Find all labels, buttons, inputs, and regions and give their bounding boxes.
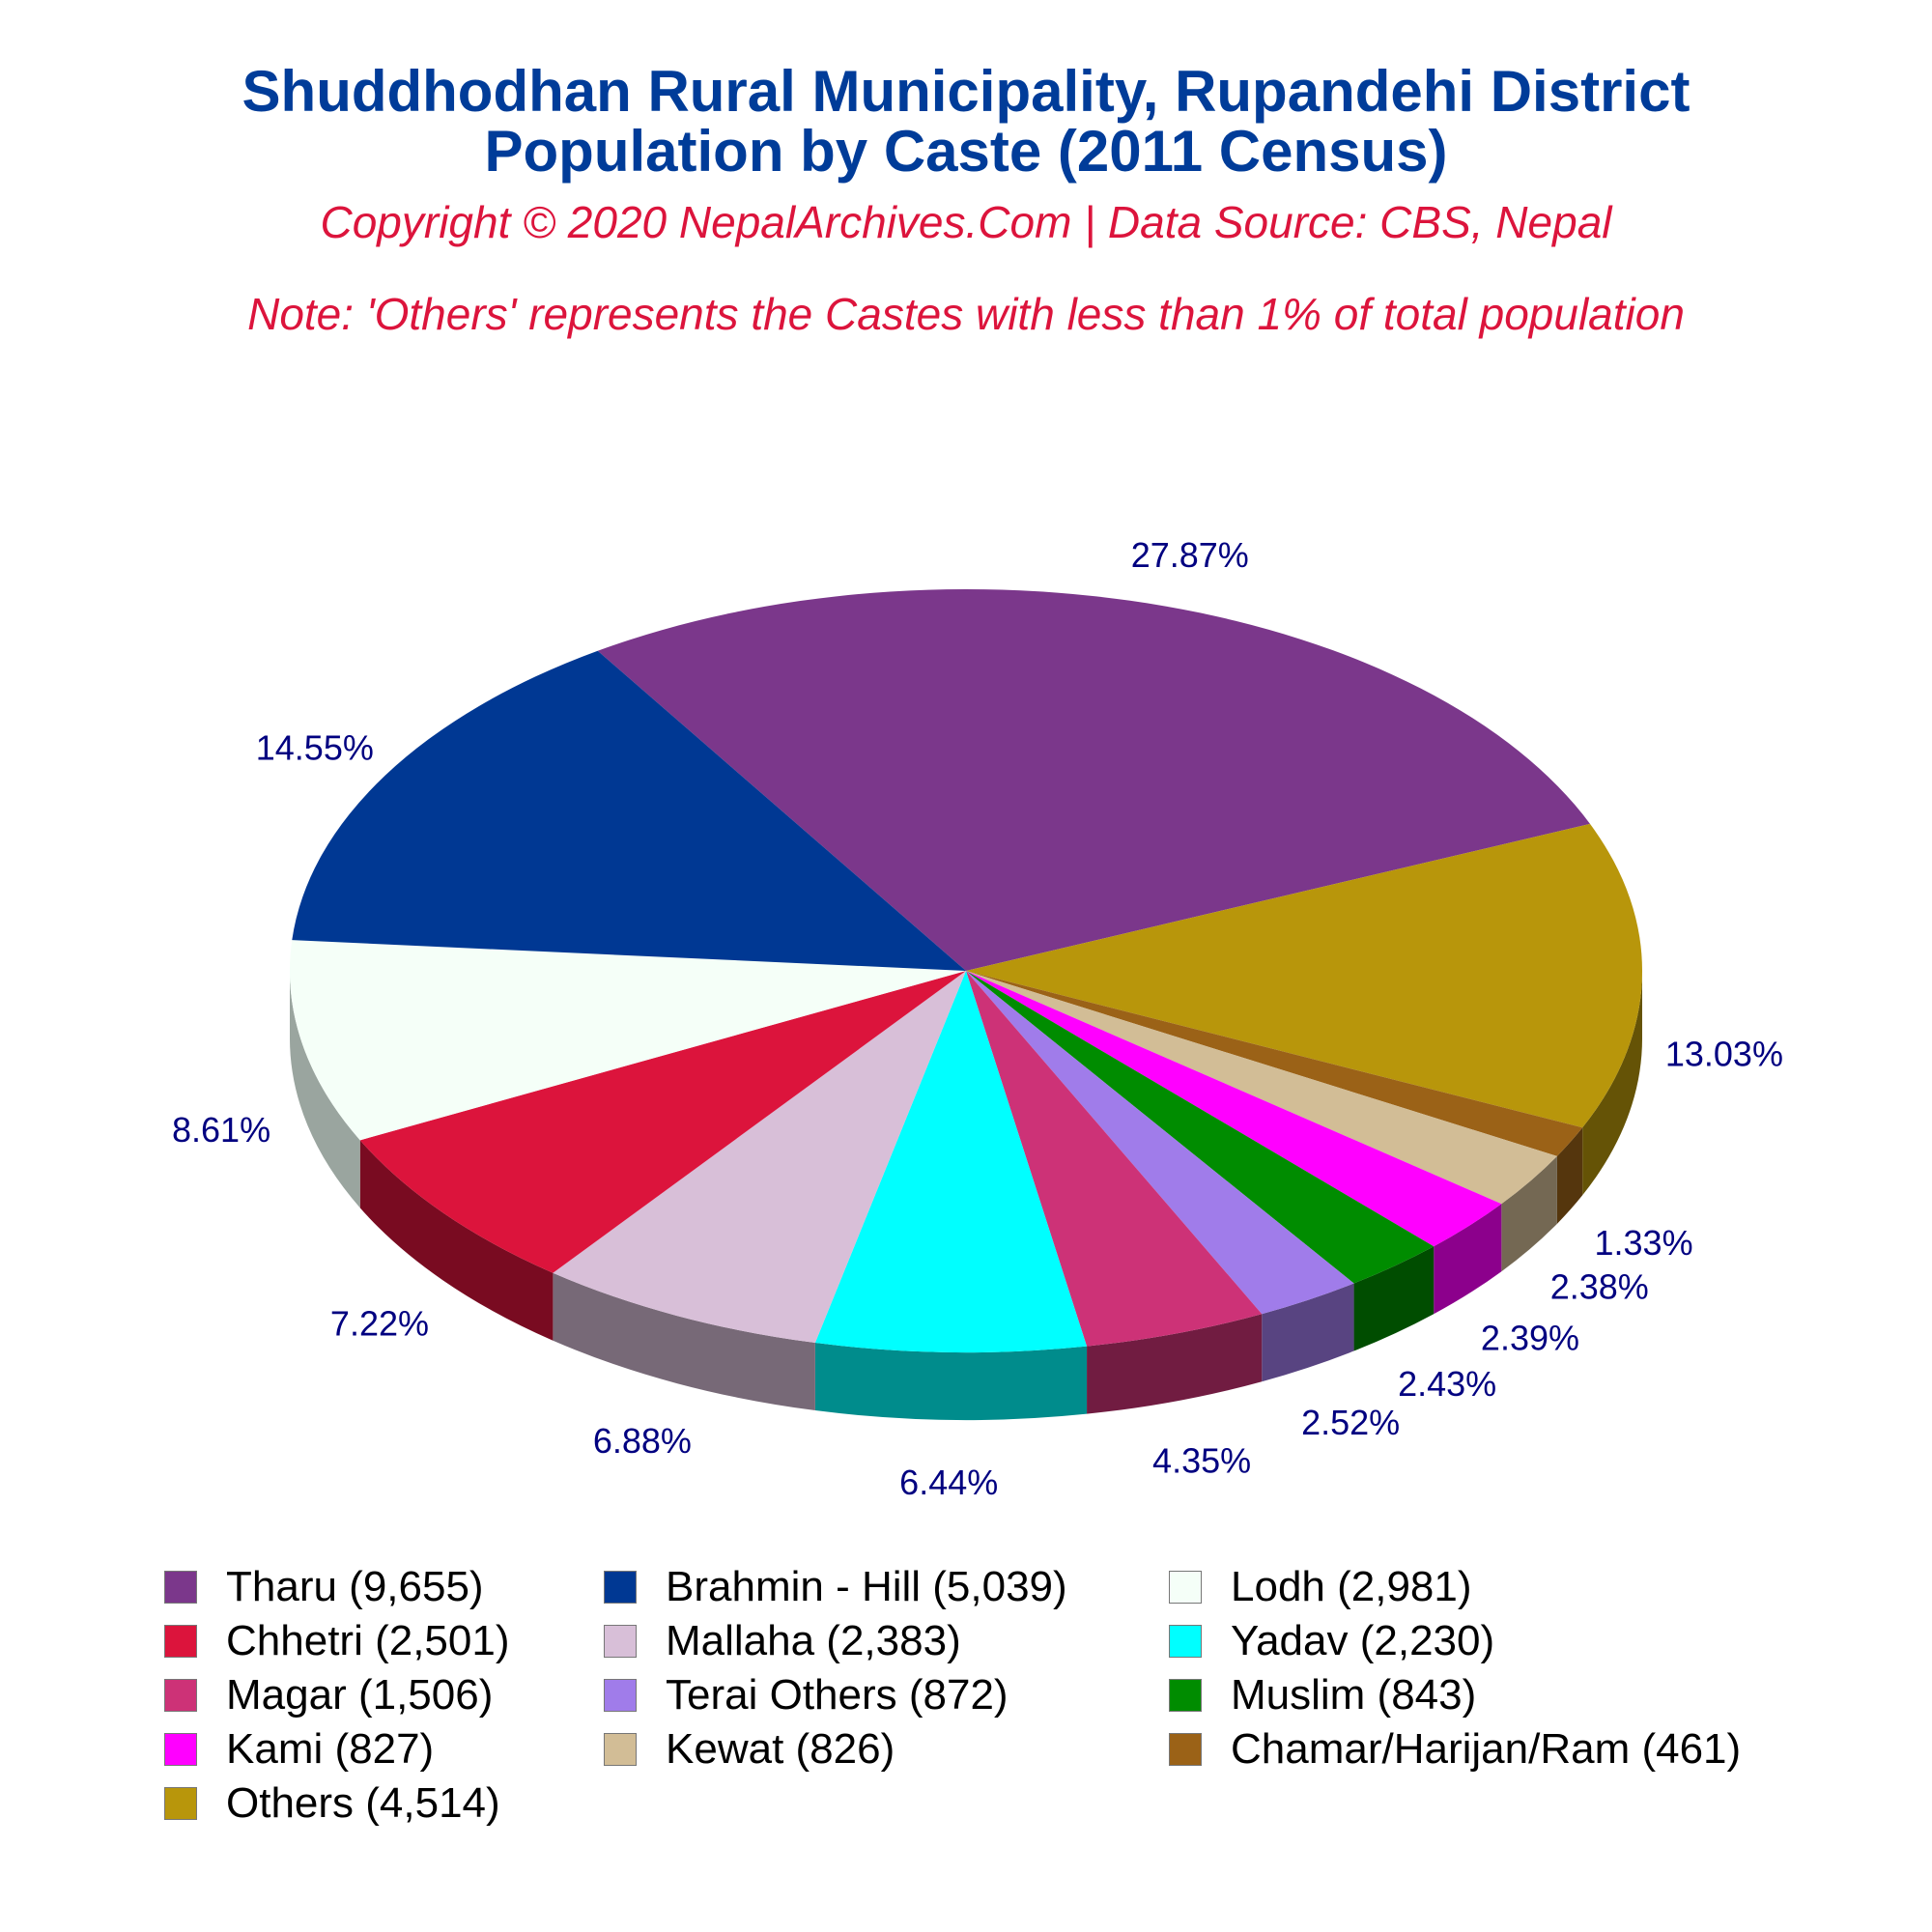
legend-label: Kewat (826) (666, 1725, 895, 1773)
pct-label-magar: 4.35% (1152, 1440, 1252, 1481)
legend-label: Lodh (2,981) (1231, 1563, 1472, 1610)
legend-item-terai-others (604, 1668, 1009, 1722)
pct-label-chhetri: 7.22% (329, 1303, 430, 1344)
legend-item-tharu (164, 1560, 484, 1614)
legend-item-brahmin-hill (604, 1560, 1067, 1614)
legend-label: Chamar/Harijan/Ram (461) (1231, 1725, 1742, 1773)
legend-swatch (1169, 1679, 1202, 1712)
pct-label-muslim: 2.43% (1398, 1363, 1497, 1404)
chart-title-line1: Shuddhodhan Rural Municipality, Rupandehi District (242, 59, 1690, 124)
legend-item-muslim (1169, 1668, 1476, 1722)
legend-label: Chhetri (2,501) (226, 1617, 510, 1664)
legend-swatch (604, 1733, 637, 1766)
legend-label: Mallaha (2,383) (666, 1617, 961, 1664)
pct-label-chamar-harijan-ram: 1.33% (1594, 1222, 1693, 1263)
legend-swatch (1169, 1625, 1202, 1658)
pie-side-yadav (815, 1343, 1087, 1420)
legend-label: Muslim (843) (1231, 1671, 1477, 1719)
legend-item-lodh (1169, 1560, 1472, 1614)
legend-item-chamar-harijan-ram (1169, 1722, 1741, 1776)
pct-label-kami: 2.39% (1480, 1318, 1580, 1358)
legend-item-others (164, 1776, 500, 1831)
legend-label: Magar (1,506) (226, 1671, 494, 1719)
copyright-text: Copyright © 2020 NepalArchives.Com | Data Source: CBS, Nepal (320, 197, 1612, 247)
pct-label-yadav: 6.44% (899, 1462, 999, 1502)
legend-item-kewat (604, 1722, 895, 1776)
legend-label: Yadav (2,230) (1231, 1617, 1495, 1664)
pct-label-mallaha: 6.88% (592, 1420, 692, 1461)
pie-top-faces (290, 589, 1642, 1352)
legend-swatch (164, 1625, 197, 1658)
legend-label: Others (4,514) (226, 1779, 500, 1827)
legend-swatch (604, 1571, 637, 1604)
legend-swatch (164, 1733, 197, 1766)
legend-swatch (1169, 1571, 1202, 1604)
note-text: Note: 'Others' represents the Castes with less than 1% of total population (247, 289, 1685, 339)
pct-label-brahmin-hill: 14.55% (255, 727, 374, 768)
legend-label: Kami (827) (226, 1725, 435, 1773)
legend-item-kami (164, 1722, 434, 1776)
pct-label-others: 13.03% (1664, 1034, 1783, 1074)
legend-swatch (604, 1679, 637, 1712)
legend-swatch (1169, 1733, 1202, 1766)
pct-label-kewat: 2.38% (1549, 1266, 1649, 1307)
legend-swatch (164, 1571, 197, 1604)
chart-title-line2: Population by Caste (2011 Census) (484, 119, 1448, 184)
pct-label-terai-others: 2.52% (1301, 1402, 1401, 1442)
legend-swatch (164, 1787, 197, 1820)
pct-label-tharu: 27.87% (1130, 535, 1249, 576)
legend-swatch (164, 1679, 197, 1712)
legend-label: Brahmin - Hill (5,039) (666, 1563, 1067, 1610)
legend-swatch (604, 1625, 637, 1658)
legend-label: Terai Others (872) (666, 1671, 1009, 1719)
legend-item-yadav (1169, 1614, 1494, 1668)
pct-label-lodh: 8.61% (172, 1109, 271, 1150)
legend-item-magar (164, 1668, 493, 1722)
legend-item-mallaha (604, 1614, 961, 1668)
legend-label: Tharu (9,655) (226, 1563, 484, 1610)
legend-item-chhetri (164, 1614, 509, 1668)
